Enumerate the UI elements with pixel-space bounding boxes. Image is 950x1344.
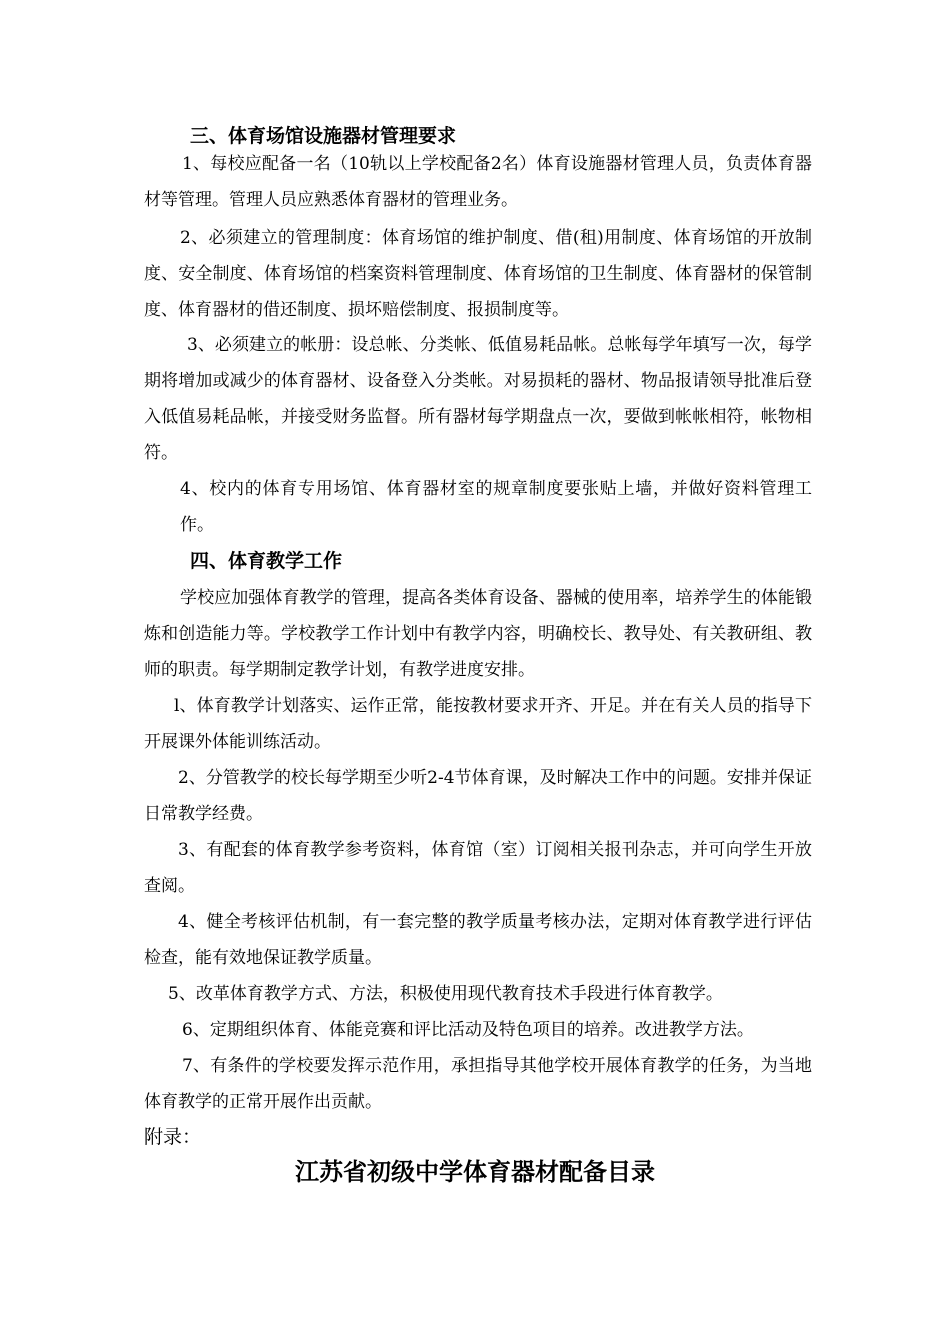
section-3-paragraph-2: 2、必须建立的管理制度：体育场馆的维护制度、借(租)用制度、体育场馆的开放制度、安全制度、体育场馆的档案资料管理制度、体育场馆的卫生制度、体育器材的保管制度、体育器材的借还制度、损坏赔偿制度、报损制度等。 — [144, 228, 812, 320]
section-3-paragraph-3: 3、必须建立的帐册：设总帐、分类帐、低值易耗品帐。总帐每学年填写一次，每学期将增加或减少的体育器材、设备登入分类帐。对易损耗的器材、物品报请领导批准后登入低值易耗品帐，并接受财务监督。所有器材每学期盘点一次，要做到帐帐相符，帐物相符。 — [144, 335, 812, 463]
section-3-heading: 三、体育场馆设施器材管理要求 — [190, 125, 457, 147]
section-3-paragraph-4: 4、校内的体育专用场馆、体育器材室的规章制度要张贴上墙，并做好资料管理工作。 — [180, 479, 812, 535]
section-4-paragraph-7: 7、有条件的学校要发挥示范作用，承担指导其他学校开展体育教学的任务，为当地体育教学的正常开展作出贡献。 — [144, 1056, 812, 1112]
section-4-paragraph-5: 5、改革体育教学方式、方法，积极使用现代教育技术手段进行体育教学。 — [168, 984, 723, 1004]
section-4-paragraph-1: l、体育教学计划落实、运作正常，能按教材要求开齐、开足。并在有关人员的指导下开展课外体能训练活动。 — [144, 696, 812, 752]
section-4-paragraph-4: 4、健全考核评估机制，有一套完整的教学质量考核办法，定期对体育教学进行评估检查，能有效地保证教学质量。 — [144, 912, 812, 968]
section-4-paragraph-3: 3、有配套的体育教学参考资料，体育馆（室）订阅相关报刊杂志，并可向学生开放查阅。 — [144, 840, 812, 896]
section-4-paragraph-6: 6、定期组织体育、体能竞赛和评比活动及特色项目的培养。改进教学方法。 — [182, 1020, 754, 1040]
section-4-paragraph-intro: 学校应加强体育教学的管理，提高各类体育设备、器械的使用率，培养学生的体能锻炼和创造能力等。学校教学工作计划中有教学内容，明确校长、教导处、有关教研组、教师的职责。每学期制定教学计划，有教学进度安排。 — [144, 588, 812, 680]
section-4-paragraph-2: 2、分管教学的校长每学期至少听2-4节体育课，及时解决工作中的问题。安排并保证日常教学经费。 — [144, 768, 812, 824]
appendix-label: 附录： — [144, 1126, 202, 1148]
section-3-paragraph-1: 1、每校应配备一名（10轨以上学校配备2名）体育设施器材管理人员，负责体育器材等管理。管理人员应熟悉体育器材的管理业务。 — [144, 154, 812, 210]
appendix-title: 江苏省初级中学体育器材配备目录 — [295, 1157, 655, 1186]
section-4-heading: 四、体育教学工作 — [190, 550, 343, 572]
